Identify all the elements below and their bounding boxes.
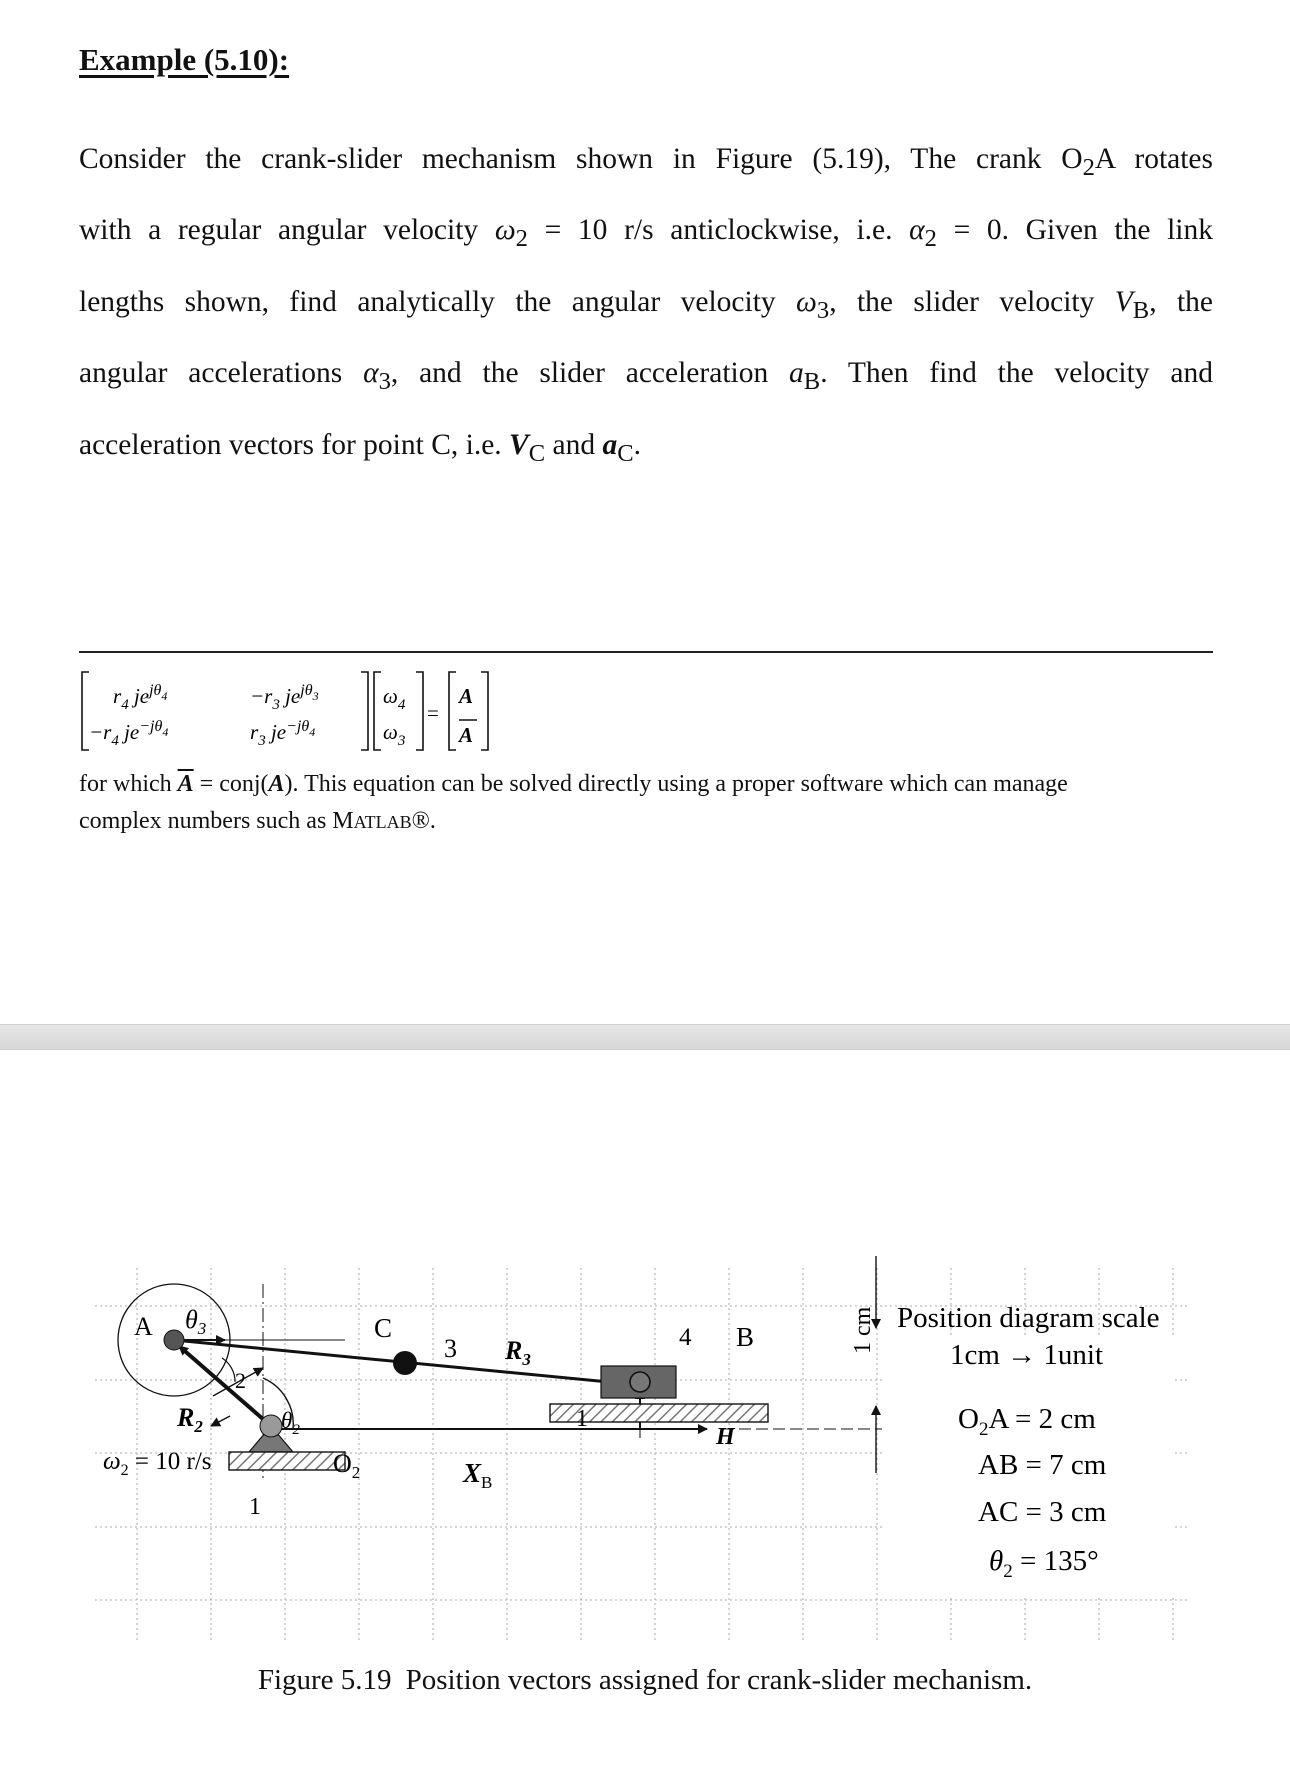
rhs-A: A bbox=[459, 684, 474, 708]
problem-line-3: lengths shown, find analytically the angular velocity $\omega_3$, the slider velocity $V_B$, the bbox=[79, 285, 1213, 324]
omega4: $\omega_4$ bbox=[383, 684, 406, 713]
problem-line-4: angular accelerations $\alpha_3$, and the slider acceleration $a_B$. Then find the velocity and bbox=[79, 357, 1213, 396]
explanation-line-2: complex numbers such as MATLAB®. bbox=[79, 808, 436, 834]
equals-sign: = bbox=[427, 701, 439, 725]
length-AC: AC = 3 cm bbox=[978, 1496, 1107, 1528]
joint-O2 bbox=[260, 1415, 282, 1437]
point-C bbox=[393, 1351, 417, 1375]
problem-line-1: Consider the crank-slider mechanism shown in Figure (5.19), The crank $O_2A$ rotates bbox=[79, 143, 1214, 181]
bracket-left bbox=[82, 672, 89, 750]
bracket-right-2 bbox=[416, 672, 423, 750]
omega3: $\omega_3$ bbox=[383, 720, 406, 749]
matrix-cell-22: $r_3$ $je^{-j\theta}_4$ bbox=[250, 718, 316, 749]
bracket-left-3 bbox=[449, 672, 456, 750]
scale-title: Position diagram scale bbox=[897, 1302, 1160, 1334]
matrix-cell-11: $r_4$ $je^{j\theta}_4$ bbox=[113, 682, 168, 713]
example-heading: Example (5.10): bbox=[79, 42, 290, 77]
label-link-3: 3 bbox=[444, 1334, 457, 1363]
matrix-cell-21: $-r_4$ $je^{-j\theta}_4$ bbox=[89, 718, 169, 749]
problem-line-5: acceleration vectors for point C, i.e. $V_C$ and $a_C$. bbox=[79, 428, 642, 467]
caption-text: Position vectors assigned for crank-slider mechanism. bbox=[405, 1664, 1033, 1696]
label-1cm: 1 cm bbox=[850, 1306, 876, 1354]
problem-line-2: with a regular angular velocity $\omega_2 = 10$ r/s anticlockwise, i.e. $\alpha_2 = 0$. Given the link bbox=[79, 214, 1213, 253]
matrix-cell-12: $-r_3$ $je^{j\theta}_3$ bbox=[250, 682, 319, 713]
figure-caption bbox=[0, 1664, 1290, 1697]
label-C: C bbox=[374, 1313, 393, 1343]
caption-number: Figure 5.19 bbox=[257, 1664, 392, 1696]
label-XB: $X_B$ bbox=[463, 1458, 493, 1492]
label-link-4: 4 bbox=[679, 1324, 692, 1351]
angle-theta2: $\theta_2 = 135^\circ$ bbox=[989, 1545, 1099, 1582]
matrix-explanation bbox=[79, 766, 1213, 841]
joint-B bbox=[630, 1372, 650, 1392]
label-ground-1b: 1 bbox=[576, 1406, 588, 1432]
label-link-2: 2 bbox=[235, 1368, 246, 1393]
bracket-right-3 bbox=[481, 672, 488, 750]
page-gap bbox=[0, 1024, 1290, 1050]
explanation-line-1: for which $\overline{A}$ = conj(A). This equation can be solved directly using a proper software which can manage bbox=[79, 771, 1068, 797]
omega2-arrow bbox=[211, 1416, 230, 1426]
label-ground-1a: 1 bbox=[249, 1494, 261, 1520]
matrix-equation bbox=[79, 668, 539, 754]
label-theta2: $\theta_2$ bbox=[281, 1408, 300, 1438]
link2-label-arc bbox=[222, 1358, 235, 1382]
problem-statement bbox=[79, 128, 1213, 485]
joint-A bbox=[164, 1330, 184, 1350]
label-B: B bbox=[736, 1322, 755, 1352]
bracket-right bbox=[361, 672, 368, 750]
label-R2: $R_2$ bbox=[177, 1403, 203, 1436]
length-O2A: $O_2A = 2$ cm bbox=[958, 1403, 1096, 1440]
length-AB: AB = 7 cm bbox=[978, 1449, 1107, 1481]
bracket-left-2 bbox=[374, 672, 381, 750]
scale-ratio: 1cm → 1unit bbox=[950, 1339, 1104, 1371]
section-divider bbox=[79, 651, 1213, 653]
crank-slider-figure bbox=[95, 1248, 1205, 1648]
label-omega2: $\omega_2 = 10$ r/s bbox=[103, 1448, 212, 1479]
rhs-A-conj: A bbox=[459, 723, 474, 747]
label-H: H bbox=[716, 1424, 735, 1450]
label-A: A bbox=[134, 1312, 153, 1341]
ground-hatch-O2 bbox=[229, 1452, 345, 1470]
label-theta3: $\theta_3$ bbox=[185, 1305, 207, 1338]
label-R3: $R_3$ bbox=[505, 1336, 531, 1369]
label-O2: $O_2$ bbox=[333, 1449, 361, 1482]
